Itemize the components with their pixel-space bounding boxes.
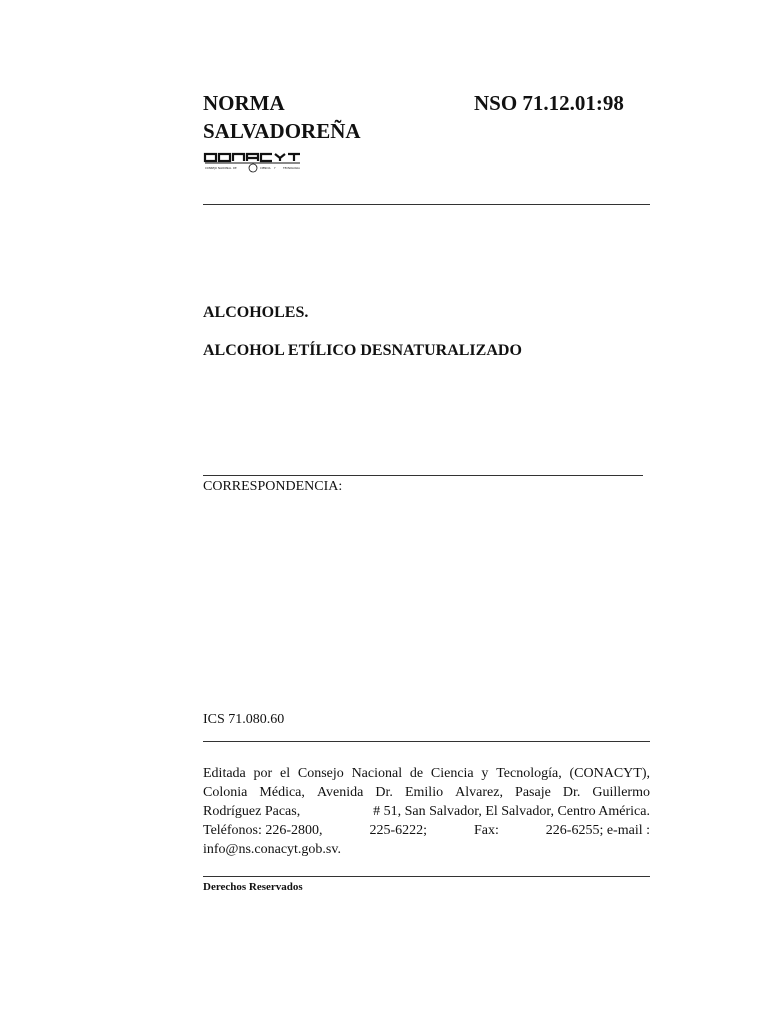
correspondence-rule <box>203 475 643 476</box>
publisher-address <box>203 764 650 859</box>
rights-notice: Derechos Reservados <box>203 881 303 893</box>
standard-code: NSO 71.12.01:98 <box>474 91 624 115</box>
document-title <box>203 89 361 145</box>
logo-tagline-5: Y <box>274 167 276 170</box>
address-email: info@ns.conacyt.gob.sv. <box>203 842 341 857</box>
address-line-2: Colonia Médica, Avenida Dr. Emilio Alvarez, Pasaje Dr. Guillermo <box>203 785 650 800</box>
address-line-4: Teléfonos: 226-2800, 225-6222; Fax: 226-6255; e-mail : <box>203 823 650 838</box>
ics-rule <box>203 741 650 742</box>
address-line-3: Rodríguez Pacas, # 51, San Salvador, El Salvador, Centro América. <box>203 804 650 819</box>
logo-tagline-4: CIENCIA <box>260 167 271 170</box>
ics-code: ICS 71.080.60 <box>203 712 285 727</box>
title-line-2: SALVADOREÑA <box>203 119 361 143</box>
section-heading: ALCOHOLES. <box>203 304 309 321</box>
header-rule <box>203 204 650 205</box>
conacyt-logo <box>203 151 303 173</box>
footer-rule <box>203 876 650 877</box>
subject-heading: ALCOHOL ETÍLICO DESNATURALIZADO <box>203 342 522 359</box>
address-line-1: Editada por el Consejo Nacional de Ciencia y Tecnología, (CONACYT), <box>203 766 650 781</box>
logo-tagline-6: TECNOLOGIA <box>283 167 300 170</box>
logo-tagline-2: NACIONAL <box>218 167 232 170</box>
logo-tagline-3: DE <box>233 167 237 170</box>
logo-tagline-1: CONSEJO <box>205 167 217 170</box>
title-line-1: NORMA <box>203 91 285 115</box>
correspondence-label: CORRESPONDENCIA: <box>203 479 343 494</box>
